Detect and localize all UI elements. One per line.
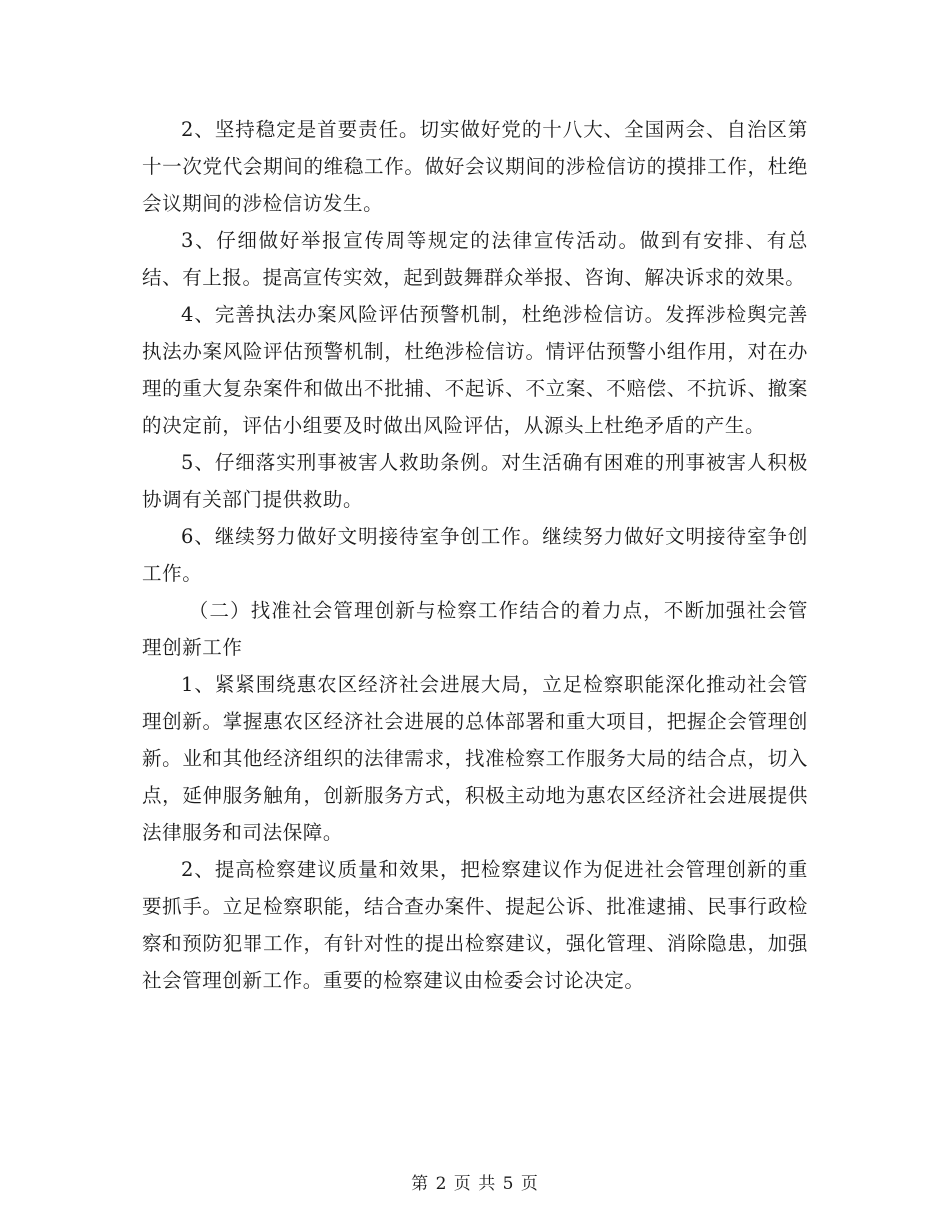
page-number-footer: 第 2 页 共 5 页: [411, 1174, 539, 1194]
paragraph-victim-assistance: 5、仔细落实刑事被害人救助条例。对生活确有困难的刑事被害人积极协调有关部门提供救助。: [142, 451, 808, 511]
paragraph-stability: 2、坚持稳定是首要责任。切实做好党的十八大、全国两会、自治区第十一次党代会期间的维稳工作。做好会议期间的涉检信访的摸排工作，杜绝会议期间的涉检信访发生。: [142, 118, 808, 215]
paragraph-legal-publicity: 3、仔细做好举报宣传周等规定的法律宣传活动。做到有安排、有总结、有上报。提高宣传实效，起到鼓舞群众举报、咨询、解决诉求的效果。: [142, 229, 808, 289]
paragraph-procuratorial-suggestions: 2、提高检察建议质量和效果，把检察建议作为促进社会管理创新的重要抓手。立足检察职能，结合查办案件、提起公诉、批准逮捕、民事行政检察和预防犯罪工作，有针对性的提出检察建议，强化管理、消除隐患，加强社会管理创新工作。重要的检察建议由检委会讨论决定。: [142, 858, 808, 992]
paragraph-economic-development: 1、紧紧围绕惠农区经济社会进展大局，立足检察职能深化推动社会管理创新。掌握惠农区经济社会进展的总体部署和重大项目，把握企会管理创新。业和其他经济组织的法律需求，找准检察工作服务大局的结合点，切入点，延伸服务触角，创新服务方式，积极主动地为惠农区经济社会进展提供法律服务和司法保障。: [142, 673, 808, 844]
paragraph-risk-assessment: 4、完善执法办案风险评估预警机制，杜绝涉检信访。发挥涉检舆完善执法办案风险评估预警机制，杜绝涉检信访。情评估预警小组作用，对在办理的重大复杂案件和做出不批捕、不起诉、不立案、不赔偿、不抗诉、撤案的决定前，评估小组要及时做出风险评估，从源头上杜绝矛盾的产生。: [142, 303, 808, 437]
document-body: [142, 111, 808, 999]
paragraph-reception-room: 6、继续努力做好文明接待室争创工作。继续努力做好文明接待室争创工作。: [142, 525, 808, 585]
section-heading-social-management: （二）找准社会管理创新与检察工作结合的着力点，不断加强社会管理创新工作: [142, 599, 808, 659]
